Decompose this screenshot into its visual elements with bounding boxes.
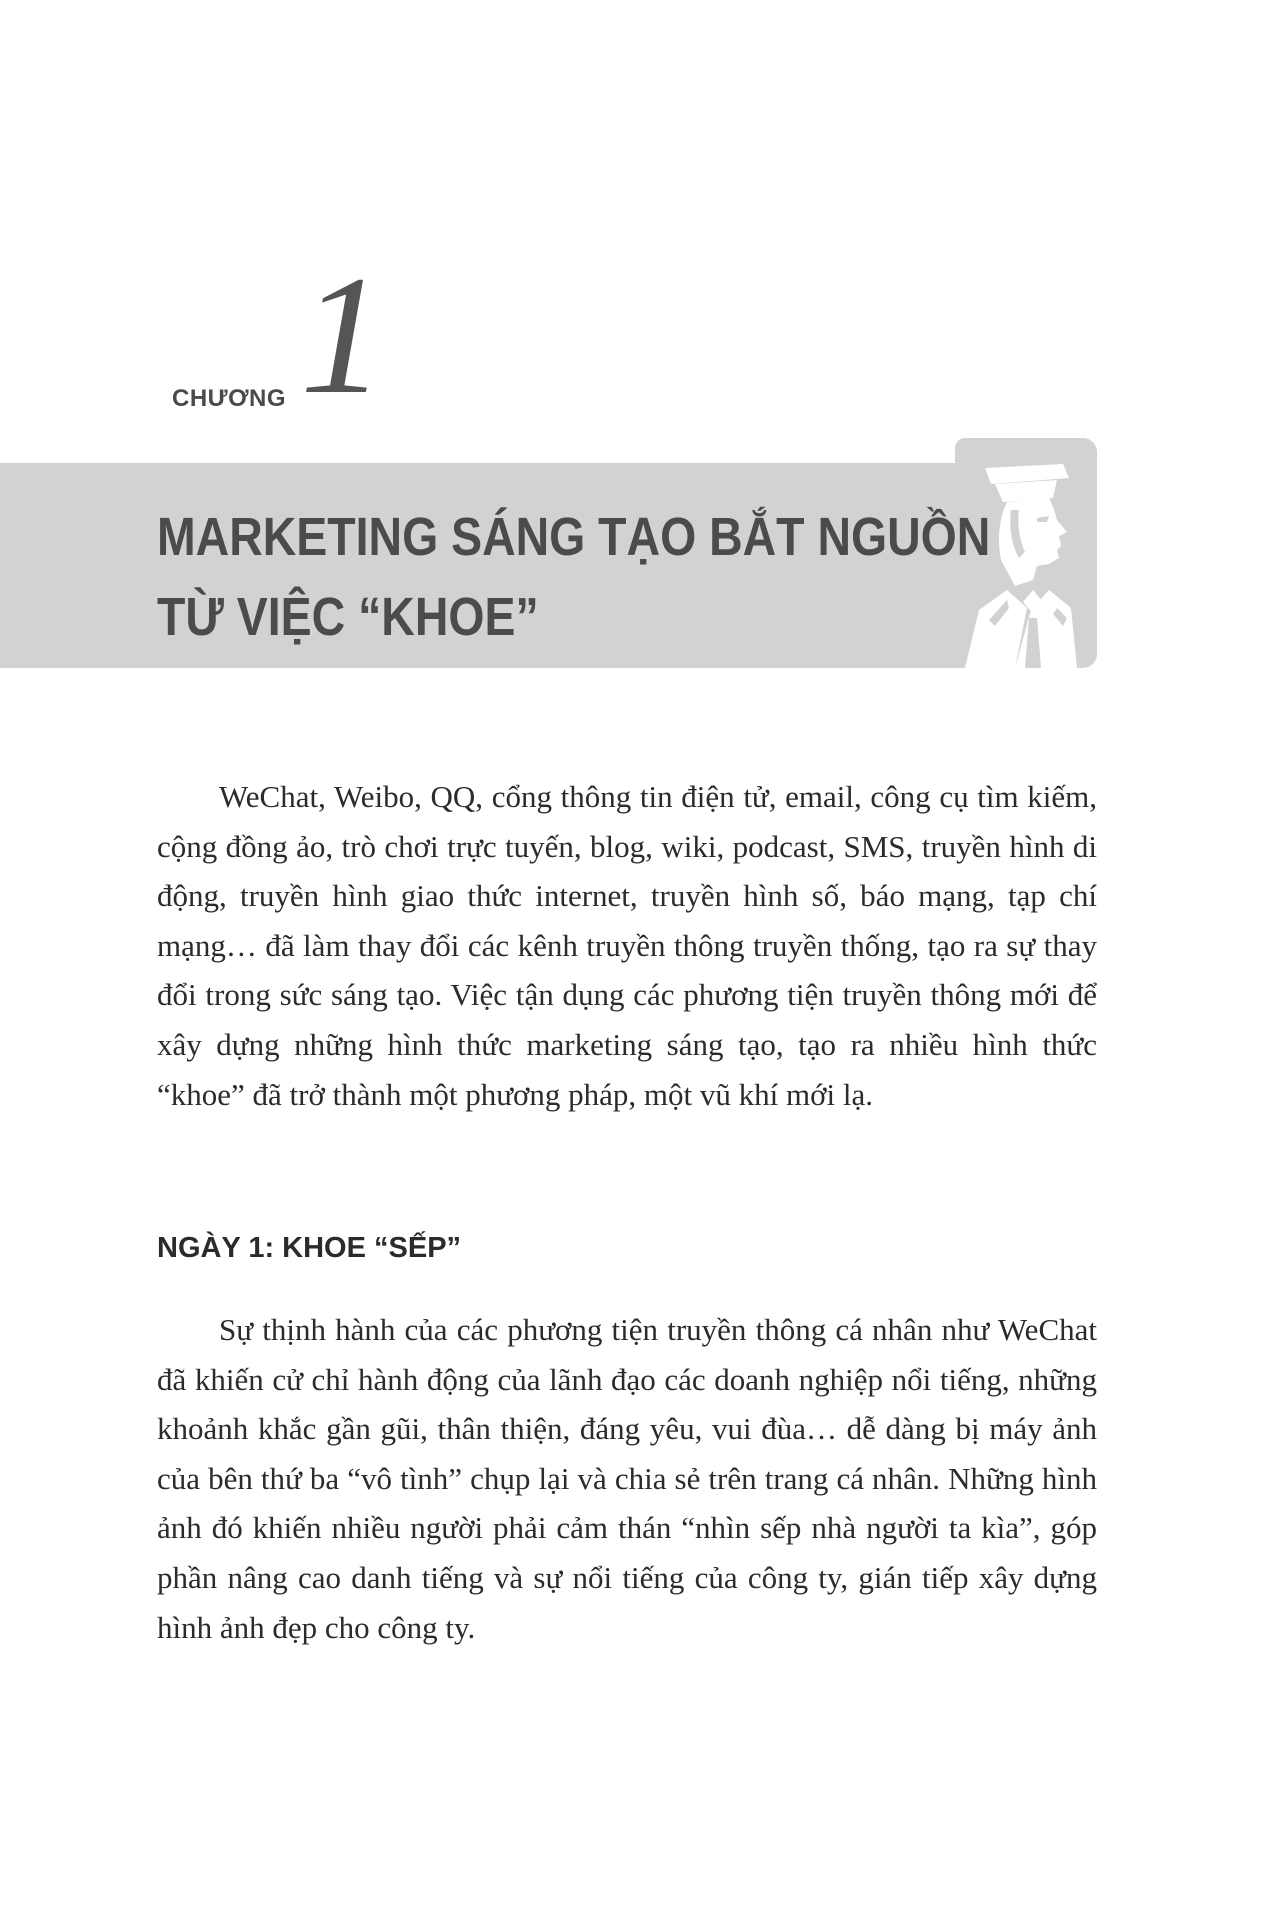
chapter-title-line-2: TỪ VIỆC “KHOE” xyxy=(157,587,539,647)
chapter-label: CHƯƠNG xyxy=(172,385,287,412)
section-paragraph: Sự thịnh hành của các phương tiện truyền thông cá nhân như WeChat đã khiến cử chỉ hành động của lãnh đạo các doanh nghiệp nổi tiếng, những khoảnh khắc gần gũi, thân thiện, đáng yêu, vui đùa… dễ dàng bị máy ảnh của bên thứ ba “vô tình” chụp lại và chia sẻ trên trang cá nhân. Những hình ảnh đó khiến nhiều người phải cảm thán “nhìn sếp nhà người ta kìa”, góp phần nâng cao danh tiếng và sự nổi tiếng của công ty, gián tiếp xây dựng hình ảnh đẹp cho công ty. xyxy=(157,1312,1097,1645)
chapter-number: 1 xyxy=(300,241,385,429)
gentleman-profile-icon xyxy=(945,440,1097,668)
chapter-title xyxy=(157,497,991,657)
intro-paragraph: WeChat, Weibo, QQ, cổng thông tin điện tử, email, công cụ tìm kiếm, cộng đồng ảo, trò chơi trực tuyến, blog, wiki, podcast, SMS, truyền hình di động, truyền hình giao thức internet, truyền hình số, báo mạng, tạp chí mạng… đã làm thay đổi các kênh truyền thông truyền thống, tạo ra sự thay đổi trong sức sáng tạo. Việc tận dụng các phương tiện truyền thông mới để xây dựng những hình thức marketing sáng tạo, tạo ra nhiều hình thức “khoe” đã trở thành một phương pháp, một vũ khí mới lạ. xyxy=(157,779,1097,1112)
section-heading: NGÀY 1: KHOE “SẾP” xyxy=(157,1232,462,1264)
chapter-title-line-1: MARKETING SÁNG TẠO BẮT NGUỒN xyxy=(157,507,991,567)
